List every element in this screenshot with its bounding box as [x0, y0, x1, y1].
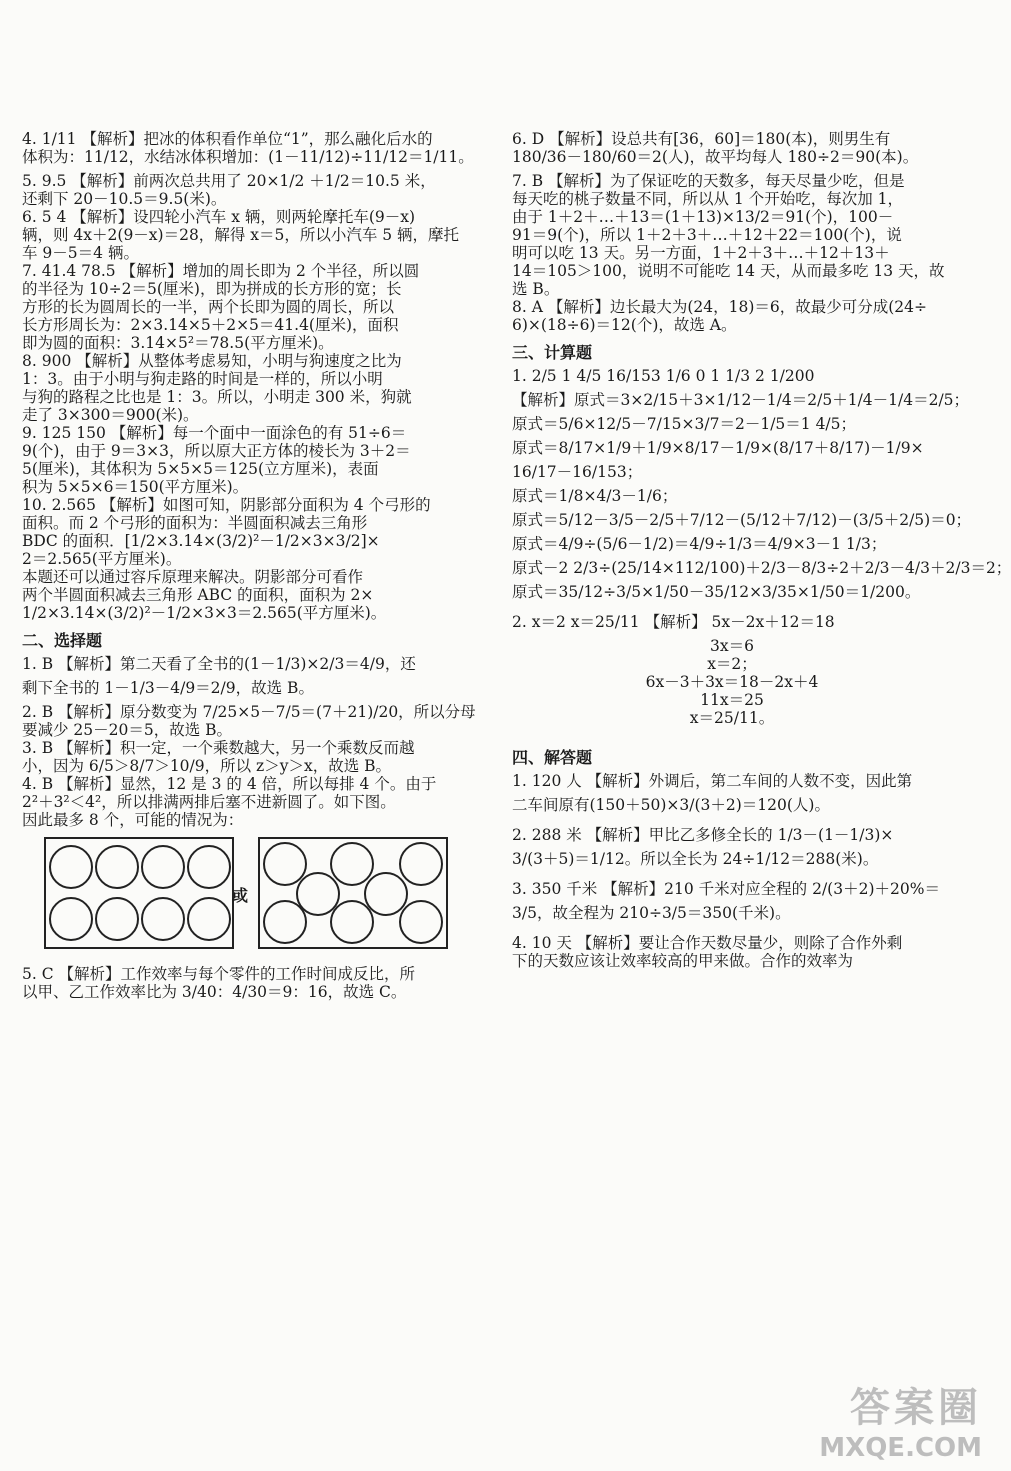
- spacer: [512, 868, 952, 880]
- text-line: 2＝2.565(平方厘米)。: [22, 550, 182, 568]
- text-line: 长方形周长为：2×3.14×5＋2×5＝41.4(厘米)，面积: [22, 316, 399, 334]
- text-line: 因此最多 8 个，可能的情况为：: [22, 811, 244, 829]
- circle: [187, 845, 231, 889]
- text-line: 剩下全书的 1－1/3－4/9＝2/9，故选 B。: [22, 679, 314, 697]
- text-line: 原式＝35/12÷3/5×1/50－35/12×3/35×1/50＝1/200。: [512, 583, 921, 601]
- circle: [187, 897, 231, 941]
- text-line: 原式＝5/6×12/5－7/15×3/7＝2－1/5＝1 4/5；: [512, 415, 857, 433]
- spacer: [512, 601, 952, 613]
- section-heading: 三、计算题: [512, 343, 593, 362]
- right-column: [512, 130, 1011, 970]
- left-column: [22, 130, 476, 1001]
- text-line: 10. 2.565 【解析】如图可知，阴影部分面积为 4 个弓形的: [22, 496, 431, 514]
- text-line: 每天吃的桃子数量不同，所以从 1 个开始吃，每次加 1，: [512, 190, 904, 208]
- text-line: 3/5，故全程为 210÷3/5＝350(千米)。: [512, 904, 791, 922]
- text-line: 方形的长为圆周长的一半，两个长即为圆的周长，所以: [22, 298, 395, 316]
- text-line: 车 9－5＝4 辆。: [22, 244, 139, 262]
- circle: [330, 842, 374, 886]
- circle: [95, 897, 139, 941]
- text-line: 与狗的路程之比也是 1：3。所以，小明走 300 米，狗就: [22, 388, 412, 406]
- spacer: [512, 727, 952, 739]
- watermark: [819, 1376, 982, 1463]
- text-line: 选 B。: [512, 280, 560, 298]
- circle: [49, 897, 93, 941]
- equation-line: 11x＝25: [700, 691, 764, 709]
- circle: [141, 897, 185, 941]
- text-line: 16/17－16/153；: [512, 463, 643, 481]
- text-line: 辆，则 4x＋2(9－x)＝28，解得 x＝5，所以小汽车 5 辆，摩托: [22, 226, 460, 244]
- text-line: 下的天数应该让效率较高的甲来做。合作的效率为: [512, 952, 854, 970]
- text-line: 2. 288 米 【解析】甲比乙多修全长的 1/3－(1－1/3)×: [512, 826, 894, 844]
- text-line: 1/2×3.14×(3/2)²－1/2×3×3＝2.565(平方厘米)。: [22, 604, 387, 622]
- section-heading: 四、解答题: [512, 748, 593, 767]
- text-line: 2²＋3²＜4²，所以排满两排后塞不进新圆了。如下图。: [22, 793, 396, 811]
- text-line: 7. 41.4 78.5 【解析】增加的周长即为 2 个半径，所以圆: [22, 262, 420, 280]
- text-line: 91＝9(个)，所以 1＋2＋3＋…＋12＋22＝100(个)，说: [512, 226, 902, 244]
- section-heading: 二、选择题: [22, 631, 103, 650]
- text-line: 小，因为 6/5＞8/7＞10/9，所以 z＞y＞x，故选 B。: [22, 757, 392, 775]
- text-line: 要减少 25－20＝5，故选 B。: [22, 721, 233, 739]
- text-line: 5(厘米)，其体积为 5×5×5＝125(立方厘米)，表面: [22, 460, 379, 478]
- circle: [95, 845, 139, 889]
- text-line: 6. 5 4 【解析】设四轮小汽车 x 辆，则两轮摩托车(9－x): [22, 208, 416, 226]
- text-line: 面积。而 2 个弓形的面积为：半圆面积减去三角形: [22, 514, 368, 532]
- equation-line: x＝25/11。: [689, 709, 775, 727]
- text-line: BDC 的面积．[1/2×3.14×(3/2)²－1/2×3×3/2]×: [22, 532, 380, 550]
- text-line: 本题还可以通过容斥原理来解决。阴影部分可看作: [22, 568, 364, 586]
- watermark-logo: 答案圈: [850, 1385, 982, 1431]
- equation-line: 3x＝6: [710, 637, 754, 655]
- text-line: 3. B 【解析】积一定，一个乘数越大，另一个乘数反而越: [22, 739, 415, 757]
- text-line: 由于 1＋2＋…＋13＝(1＋13)×13/2＝91(个)，100－: [512, 208, 894, 226]
- text-line: 2. x＝2 x＝25/11 【解析】 5x－2x＋12＝18: [512, 613, 835, 631]
- text-line: 4. B 【解析】显然，12 是 3 的 4 倍，所以每排 4 个。由于: [22, 775, 437, 793]
- equation-line: 6x－3＋3x＝18－2x＋4: [645, 673, 819, 691]
- text-line: 9(个)，由于 9＝3×3，所以原大正方体的棱长为 3＋2＝: [22, 442, 411, 460]
- circle: [141, 845, 185, 889]
- text-line: 4. 10 天 【解析】要让合作天数尽量少，则除了合作外剩: [512, 934, 903, 952]
- text-line: 积为 5×5×6＝150(平方厘米)。: [22, 478, 249, 496]
- text-line: 7. B 【解析】为了保证吃的天数多，每天尽量少吃，但是: [512, 172, 905, 190]
- text-line: 8. 900 【解析】从整体考虑易知，小明与狗速度之比为: [22, 352, 402, 370]
- text-line: 1. B 【解析】第二天看了全书的(1－1/3)×2/3＝4/9，还: [22, 655, 416, 673]
- rectangle-grid-packing: [44, 837, 234, 949]
- text-line: 原式＝1/8×4/3－1/6；: [512, 487, 678, 505]
- text-line: 3/(3＋5)＝1/12。所以全长为 24÷1/12＝288(米)。: [512, 850, 879, 868]
- text-line: 3. 350 千米 【解析】210 千米对应全程的 2/(3＋2)＋20%＝: [512, 880, 940, 898]
- text-line: 1. 120 人 【解析】外调后，第二车间的人数不变，因此第: [512, 772, 913, 790]
- text-line: 原式＝4/9÷(5/6－1/2)＝4/9÷1/3＝4/9×3－1 1/3；: [512, 535, 887, 553]
- text-line: 二车间原有(150＋50)×3/(3＋2)＝120(人)。: [512, 796, 830, 814]
- text-line: 以甲、乙工作效率比为 3/40：4/30＝9：16，故选 C。: [22, 983, 407, 1001]
- circle: [399, 842, 443, 886]
- rectangle-staggered-packing: [258, 837, 448, 949]
- text-line: 的半径为 10÷2＝5(厘米)，即为拼成的长方形的宽；长: [22, 280, 402, 298]
- text-line: 14＝105＞100，说明不可能吃 14 天，从而最多吃 13 天，故: [512, 262, 945, 280]
- text-line: 原式＝8/17×1/9＋1/9×8/17－1/9×(8/17＋8/17)－1/9×: [512, 439, 924, 457]
- text-line: 原式－2 2/3÷(25/14×112/100)＋2/3－8/3÷2＋2/3－4/3＋2/3＝2；: [512, 559, 1011, 577]
- text-line: 还剩下 20－10.5＝9.5(米)。: [22, 190, 227, 208]
- circle: [263, 900, 307, 944]
- circle: [330, 900, 374, 944]
- circle: [49, 845, 93, 889]
- text-line: 6)×(18÷6)＝12(个)，故选 A。: [512, 316, 737, 334]
- text-line: 1：3。由于小明与狗走路的时间是一样的，所以小明: [22, 370, 383, 388]
- spacer: [512, 814, 952, 826]
- text-line: 5. C 【解析】工作效率与每个零件的工作时间成反比，所: [22, 965, 416, 983]
- text-line: 9. 125 150 【解析】每一个面中一面涂色的有 51÷6＝: [22, 424, 407, 442]
- text-line: 4. 1/11 【解析】把冰的体积看作单位“1”，那么融化后水的: [22, 130, 433, 148]
- circle-packing-figure: [22, 837, 462, 955]
- or-label: 或: [232, 886, 249, 905]
- text-line: 5. 9.5 【解析】前两次总共用了 20×1/2 ＋1/2＝10.5 米，: [22, 172, 436, 190]
- spacer: [512, 922, 952, 934]
- text-line: 即为圆的面积：3.14×5²＝78.5(平方厘米)。: [22, 334, 334, 352]
- text-line: 1. 2/5 1 4/5 16/153 1/6 0 1 1/3 2 1/200: [512, 367, 815, 385]
- text-line: 走了 3×300＝900(米)。: [22, 406, 199, 424]
- text-line: 两个半圆面积减去三角形 ABC 的面积，面积为 2×: [22, 586, 374, 604]
- circle: [399, 900, 443, 944]
- text-line: 【解析】原式＝3×2/15＋3×1/12－1/4＝2/5＋1/4－1/4＝2/5；: [512, 391, 970, 409]
- text-line: 180/36－180/60＝2(人)，故平均每人 180÷2＝90(本)。: [512, 148, 919, 166]
- text-line: 2. B 【解析】原分数变为 7/25×5－7/5＝(7＋21)/20，所以分母: [22, 703, 476, 721]
- text-line: 6. D 【解析】设总共有[36，60]＝180(本)，则男生有: [512, 130, 891, 148]
- watermark-url: MXQE.COM: [819, 1433, 982, 1463]
- text-line: 体积为：11/12，水结冰体积增加：(1－11/12)÷11/12＝1/11。: [22, 148, 474, 166]
- text-line: 原式＝5/12－3/5－2/5＋7/12－(5/12＋7/12)－(3/5＋2/5)＝0；: [512, 511, 972, 529]
- text-line: 8. A 【解析】边长最大为(24，18)＝6，故最少可分成(24÷: [512, 298, 927, 316]
- equation-line: x＝2；: [707, 655, 757, 673]
- text-line: 明可以吃 13 天。另一方面，1＋2＋3＋…＋12＋13＋: [512, 244, 890, 262]
